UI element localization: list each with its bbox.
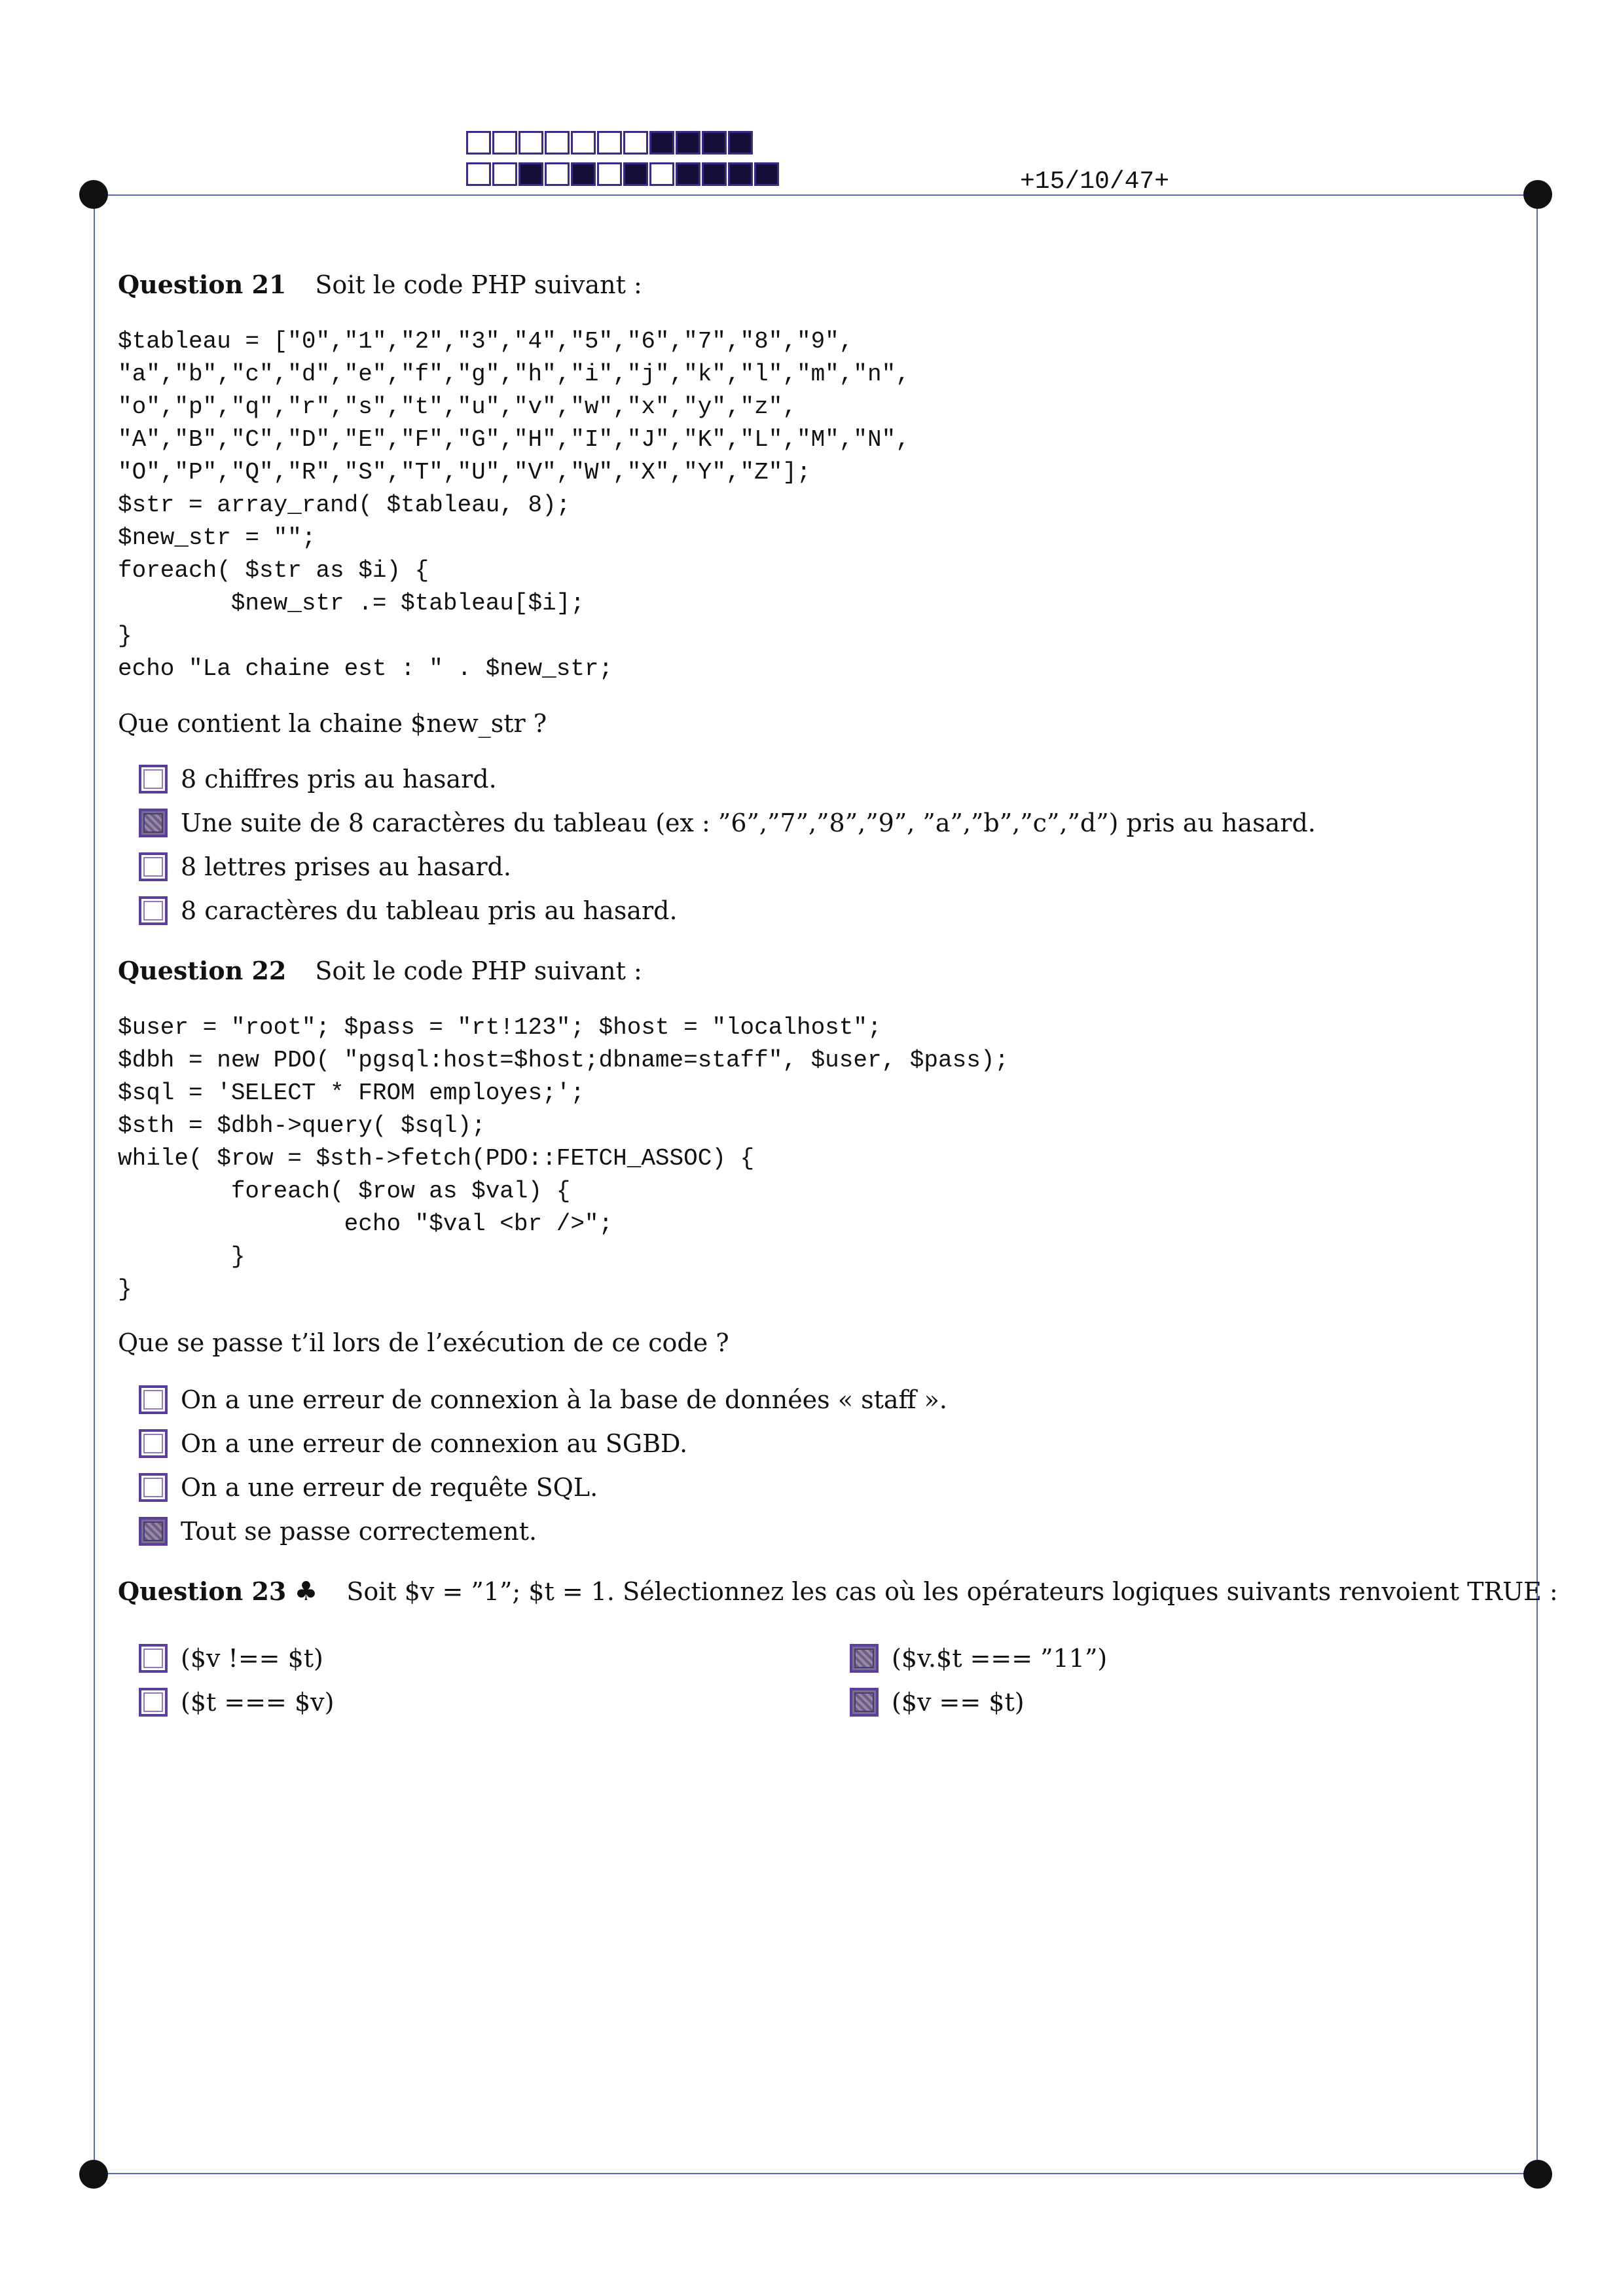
answer-checkbox[interactable] <box>139 1385 168 1414</box>
barcode-cell <box>649 131 674 155</box>
answer-text: ($v !== $t) <box>181 1643 323 1673</box>
barcode-cell <box>702 162 727 186</box>
barcode-cell <box>676 131 700 155</box>
code-block: $tableau = ["0","1","2","3","4","5","6","7","8","9", "a","b","c","d","e","f","g","h","i","j","k","l","m","n", "o","p","q","r","s","t","u","v","w","x","y","z", "A","B","C","D","E","F","G","H","I","J","K","L","M","N", "O","P","Q","R","S","T","U","V","W","X","Y","Z"]; $str = array_rand( $tableau, 8); $new_str = ""; foreach( $str as $i) { $new_str .= $tableau[$i]; } echo "La chaine est : " . $new_str; <box>118 328 910 682</box>
barcode-cell <box>702 131 727 155</box>
corner-dot-bottom-left <box>79 2160 108 2189</box>
answer-choice[interactable] <box>139 1636 334 1680</box>
barcode-cell <box>545 131 570 155</box>
answer-text: Une suite de 8 caractères du tableau (ex : ”6”,”7”,”8”,”9”, ”a”,”b”,”c”,”d”) pris au hasard. <box>181 808 1316 837</box>
answer-checkbox[interactable] <box>139 1517 168 1546</box>
answer-checkbox[interactable] <box>139 1429 168 1458</box>
answer-list <box>139 757 1316 932</box>
barcode-cell <box>597 162 622 186</box>
answer-text: On a une erreur de requête SQL. <box>181 1472 598 1502</box>
question-label: Question 21 <box>118 270 287 299</box>
answer-text: On a une erreur de connexion au SGBD. <box>181 1429 688 1458</box>
answer-choice[interactable] <box>139 845 1316 888</box>
barcode-cell <box>649 162 674 186</box>
question-prompt: Que se passe t’il lors de l’exécution de ce code ? <box>118 1328 729 1357</box>
answer-checkbox[interactable] <box>139 852 168 881</box>
answer-text: 8 lettres prises au hasard. <box>181 852 511 881</box>
barcode-cell <box>623 162 648 186</box>
question-intro: Soit le code PHP suivant : <box>315 957 642 985</box>
answer-text: ($v.$t === ”11”) <box>892 1643 1108 1673</box>
question-label: Question 23 <box>118 1576 287 1606</box>
barcode-cell <box>728 162 753 186</box>
answer-checkbox[interactable] <box>139 1473 168 1502</box>
barcode-cell <box>545 162 570 186</box>
barcode-row <box>466 162 780 190</box>
question-22-header <box>118 956 642 985</box>
answer-choice[interactable] <box>139 801 1316 845</box>
code-block: $user = "root"; $pass = "rt!123"; $host = "localhost"; $dbh = new PDO( "pgsql:host=$host;dbname=staff", $user, $pass); $sql = 'SELECT * FROM employes;'; $sth = $dbh->query( $sql); while( $row = $sth->fetch(PDO::FETCH_ASSOC) { foreach( $row as $val) { echo "$val <br />"; } } <box>118 1014 1009 1303</box>
answer-text: 8 caractères du tableau pris au hasard. <box>181 896 678 925</box>
answer-choice[interactable] <box>139 1509 947 1553</box>
answer-choice[interactable] <box>139 888 1316 932</box>
answer-checkbox[interactable] <box>850 1644 879 1673</box>
answer-choice[interactable] <box>850 1680 1107 1724</box>
answer-text: ($t === $v) <box>181 1687 335 1717</box>
answer-choice[interactable] <box>139 1421 947 1465</box>
barcode-cell <box>728 131 753 155</box>
answer-choice[interactable] <box>139 1465 947 1509</box>
answer-text: On a une erreur de connexion à la base de données « staff ». <box>181 1385 947 1414</box>
answer-checkbox[interactable] <box>139 765 168 793</box>
barcode-cell <box>597 131 622 155</box>
barcode-cell <box>571 162 596 186</box>
barcode-cell <box>676 162 700 186</box>
barcode-cell <box>492 162 517 186</box>
answer-checkbox[interactable] <box>139 809 168 837</box>
corner-dot-top-right <box>1523 180 1552 209</box>
question-21-header <box>118 270 642 299</box>
answer-checkbox[interactable] <box>139 1644 168 1673</box>
answer-checkbox[interactable] <box>139 1688 168 1717</box>
barcode-cell <box>466 131 491 155</box>
answer-text: ($v == $t) <box>892 1687 1025 1717</box>
question-label: Question 22 <box>118 956 287 985</box>
answer-list <box>850 1636 1107 1724</box>
answer-list <box>139 1636 334 1724</box>
barcode-cell <box>754 162 779 186</box>
answer-checkbox[interactable] <box>139 896 168 925</box>
answer-checkbox[interactable] <box>850 1688 879 1717</box>
barcode-cell <box>623 131 648 155</box>
answer-choice[interactable] <box>850 1636 1107 1680</box>
answer-text: 8 chiffres pris au hasard. <box>181 764 497 793</box>
answer-choice[interactable] <box>139 757 1316 801</box>
answer-text: Tout se passe correctement. <box>181 1516 537 1546</box>
question-23-header <box>118 1576 1558 1607</box>
corner-dot-bottom-right <box>1523 2160 1552 2189</box>
barcode <box>466 131 780 194</box>
barcode-cell <box>492 131 517 155</box>
answer-choice[interactable] <box>139 1680 334 1724</box>
corner-dot-top-left <box>79 180 108 209</box>
barcode-cell <box>518 162 543 186</box>
answer-choice[interactable] <box>139 1377 947 1421</box>
answer-list <box>139 1377 947 1553</box>
question-intro: Soit le code PHP suivant : <box>315 270 642 299</box>
question-prompt: Que contient la chaine $new_str ? <box>118 709 547 738</box>
page-id: +15/10/47+ <box>1020 168 1170 196</box>
barcode-cell <box>571 131 596 155</box>
barcode-row <box>466 131 780 158</box>
multiple-answer-club-icon: ♣ <box>294 1576 318 1607</box>
barcode-cell <box>518 131 543 155</box>
barcode-cell <box>466 162 491 186</box>
question-intro: Soit $v = ”1”; $t = 1. Sélectionnez les cas où les opérateurs logiques suivants renvoient TRUE : <box>346 1577 1558 1606</box>
